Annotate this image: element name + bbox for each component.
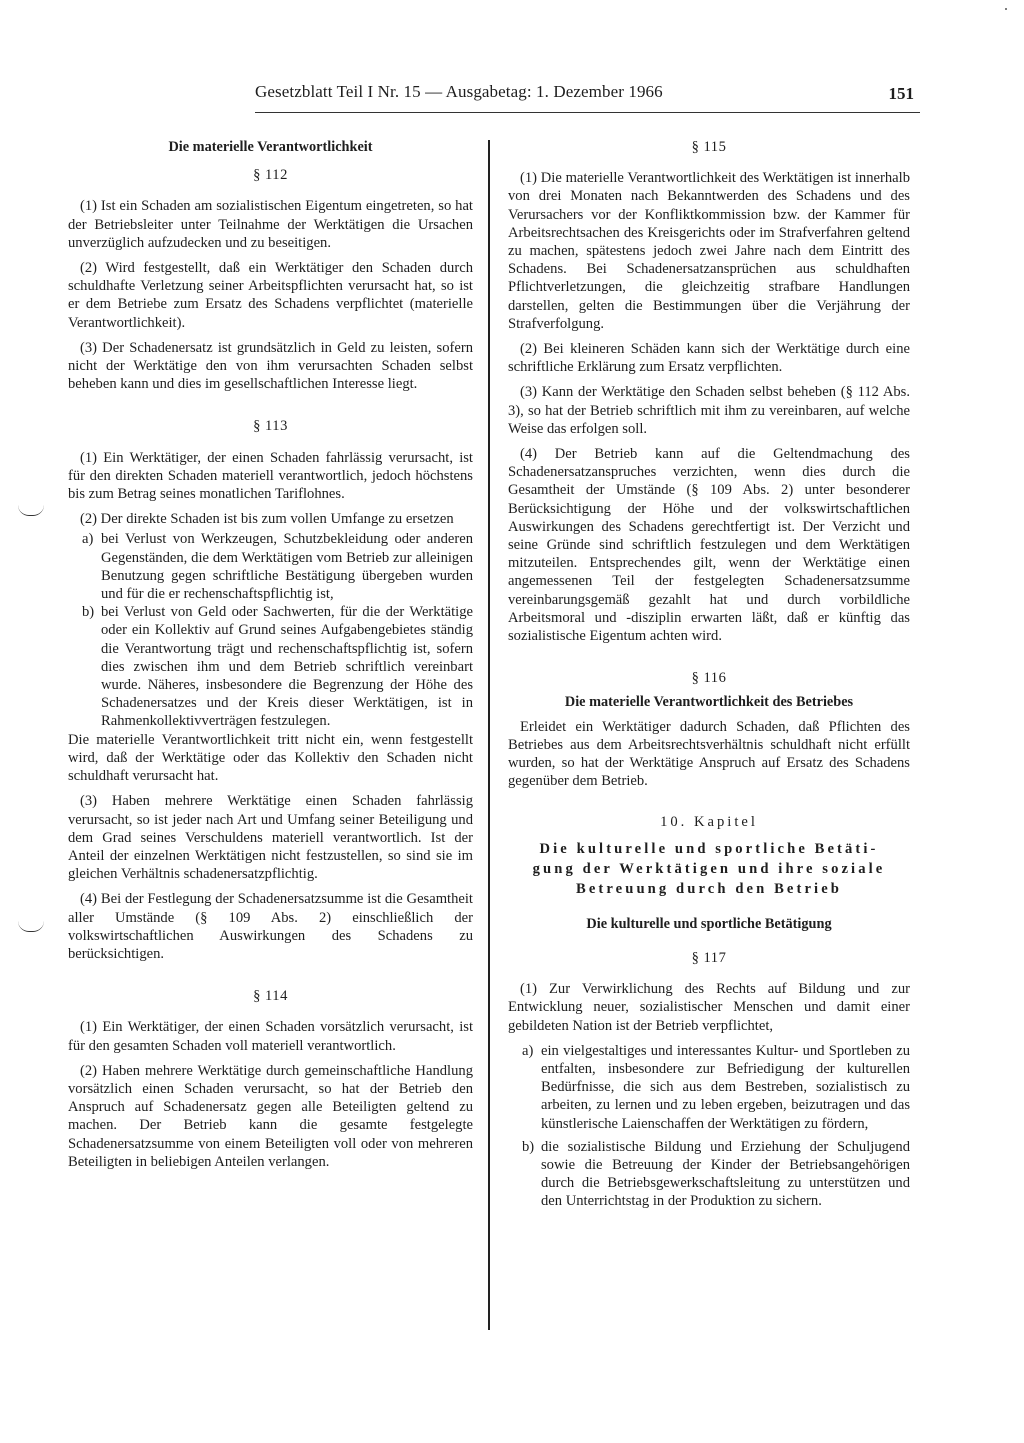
- s113-list-item-b: [68, 603, 473, 730]
- section-114-number: § 114: [253, 988, 288, 1005]
- section-112-number: § 112: [253, 167, 288, 184]
- list-text: bei Verlust von Werkzeugen, Schutzbekleidung oder anderen Gegenständen, die dem Werktätigen vom Betrieb zur alleinigen Benutzung gegen schriftliche Bestätigung übergeben wurden und für die er rechenschaftspflichtig ist,: [101, 531, 473, 603]
- column-divider: [488, 140, 490, 1330]
- chapter-title-line-3: Betreuung durch den Betrieb: [575, 880, 842, 897]
- s112-paragraph-3: (3) Der Schadenersatz ist grundsätzlich in Geld zu leisten, sofern nicht der Werktätige den von ihm verursachten Schaden selbst beheben kann und dies im gesellschaftlichen Interesse liegt.: [68, 339, 473, 393]
- chapter-title-line-1: Die kulturelle und sportliche Betäti-: [539, 840, 879, 857]
- list-text: bei Verlust von Geld oder Sachwerten, für die der Werktätige oder ein Kollektiv auf Grund seines Aufgabengebietes ständig die Verantwortung trägt und rechenschaftspflichtig ist, sofern dies zwischen ihm und dem Betrieb schriftlich vereinbart wurde. Näheres, insbesondere die Begrenzung der Höhe des Schadenersatzes und der Kreis dieser Werktätigen, ist in Rahmenkollektivverträgen festzulegen.: [101, 604, 473, 730]
- s115-paragraph-2: (2) Bei kleineren Schäden kann sich der Werktätige durch eine schriftliche Erklärung zum Ersatz verpflichten.: [508, 341, 910, 376]
- list-label: a): [82, 531, 94, 548]
- scan-speck: [1005, 8, 1007, 10]
- section-116-number: § 116: [691, 670, 727, 687]
- s113-paragraph-3: (3) Haben mehrere Werktätige einen Schaden fahrlässig verursacht, so ist jeder nach Art und Umfang seiner Beteiligung und dem Grad seines Verschuldens materiell verantwortlich. Ist der Anteil der einzelnen Werktätigen nicht festzustellen, so sind sie im gleichen Verhältnis schadenersatzpflichtig.: [68, 793, 473, 883]
- s117-paragraph-1: (1) Zur Verwirklichung des Rechts auf Bildung und zur Entwicklung neuer, sozialistischer Menschen und damit einer gebildeten Nation ist der Betrieb verpflichtet,: [508, 981, 910, 1034]
- page-number: 151: [888, 84, 914, 103]
- s113-paragraph-2: (2) Der direkte Schaden ist bis zum vollen Umfange zu ersetzen: [80, 511, 454, 528]
- section-117-number: § 117: [691, 949, 727, 966]
- left-column: [68, 128, 473, 1171]
- s113-list-item-a: [68, 530, 473, 603]
- chapter-label: 10. Kapitel: [660, 813, 758, 830]
- section-115-number: § 115: [691, 139, 727, 155]
- s114-paragraph-1: (1) Ein Werktätiger, der einen Schaden vorsätzlich verursacht, ist für den gesamten Schaden voll materiell verantwortlich.: [68, 1019, 473, 1054]
- chapter-subheading: Die kulturelle und sportliche Betätigung: [586, 915, 832, 932]
- margin-mark: [18, 505, 44, 516]
- s112-paragraph-1: (1) Ist ein Schaden am sozialistischen Eigentum eingetreten, so hat der Betriebsleiter unter Teilnahme der Werktätigen die Ursachen unverzüglich aufzudecken und zu beseitigen.: [68, 198, 473, 251]
- section-116-title: Die materielle Verantwortlichkeit des Betriebes: [564, 694, 854, 711]
- list-text: die sozialistische Bildung und Erziehung der Schuljugend sowie die Betreuung der Kinder der Betriebsangehörigen durch die Betriebsgewerkschaftsleitung zu unterstützen und den Unterrichtstag in der Produktion zu sichern.: [541, 1138, 910, 1210]
- section-113-number: § 113: [253, 418, 288, 435]
- gazette-title: Gesetzblatt Teil I Nr. 15 — Ausgabetag: 1. Dezember 1966: [255, 82, 663, 101]
- s113-paragraph-4: (4) Bei der Festlegung der Schadenersatzsumme ist die Gesamtheit aller Umstände (§ 109 Abs. 2) einschließlich der volkswirtschaftlichen Auswirkungen des Schadens zu berücksichtigen.: [68, 891, 473, 962]
- s115-paragraph-1: (1) Die materielle Verantwortlichkeit des Werktätigen ist innerhalb von drei Monaten nach Bekanntwerden des Schadens und des Verursachers vor der Konfliktkommission bzw. der Kammer für Arbeitsrechtsachen des Kreisgerichts oder im Strafverfahren geltend zu machen, spätestens jedoch zwei Jahre nach dem Eintritt des Schadens. Bei Schadenersatzansprüchen aus schuldhaften Pflichtverletzungen, die gleichzeitig strafbare Handlungen darstellen, gelten die Bestimmungen über die Verjährung der Strafverfolgung.: [508, 170, 910, 332]
- list-text: ein vielgestaltiges und interessantes Kultur- und Sportleben zu entfalten, insbesondere zur Befriedigung der kulturellen Bedürfnisse, die sich aus dem Bestreben, sozialistisch zu arbeiten, zu lernen und zu leben ergeben, beizutragen und das künstlerische Laienschaffen der Werktätigen zu fördern,: [541, 1042, 910, 1132]
- chapter-title: [508, 839, 910, 899]
- s112-paragraph-2: (2) Wird festgestellt, daß ein Werktätiger den Schaden durch schuldhafte Verletzung seiner Arbeitspflichten verursacht hat, so ist er dem Betriebe zum Ersatz des Schadens verpflichtet (materielle Verantwortlichkeit).: [68, 260, 473, 331]
- list-label: b): [522, 1138, 535, 1155]
- s117-list-item-a: [508, 1042, 910, 1133]
- chapter-title-line-2: gung der Werktätigen und ihre soziale: [532, 860, 886, 877]
- s113-list: [68, 530, 473, 730]
- list-label: b): [82, 604, 95, 621]
- s113-paragraph-1: (1) Ein Werktätiger, der einen Schaden fahrlässig verursacht, ist für den direkten Schaden materiell verantwortlich, jedoch höchstens bis zum Betrag seines monatlichen Tariflohnes.: [68, 449, 473, 503]
- heading-materielle-verantwortlichkeit: Die materielle Verantwortlichkeit: [168, 139, 373, 155]
- margin-mark: [18, 921, 44, 932]
- s116-paragraph-1: Erleidet ein Werktätiger dadurch Schaden, daß Pflichten des Betriebes aus dem Arbeitsrechtsverhältnis schuldhaft nicht erfüllt wurden, so hat der Werktätige Anspruch auf Ersatz des Schadens gegenüber dem Betrieb.: [508, 718, 910, 790]
- s117-list: [508, 1042, 910, 1211]
- right-column: [508, 128, 910, 1211]
- s115-paragraph-4: (4) Der Betrieb kann auf die Geltendmachung des Schadenersatzanspruches verzichten, wenn dies durch die Gesamtheit der Umstände (§ 109 Abs. 2) unter besonderer Berücksichtigung der Höhe und der volkswirtschaftlichen Auswirkungen des Schadens gerechtfertigt ist. Der Verzicht und seine Gründe sind schriftlich festzulegen und dem Werktätigen mitzuteilen. Entsprechendes gilt, wenn der Werktätige einen angemessenen Teil der festgelegten Schadenersatzsumme vereinbarungsgemäß gezahlt hat und durch vorbildliche Arbeitsmoral und -disziplin erwarten läßt, daß er künftig das sozialistische Eigentum achten wird.: [508, 446, 910, 645]
- s115-paragraph-3: (3) Kann der Werktätige den Schaden selbst beheben (§ 112 Abs. 3), so hat der Betrieb schriftlich mit ihm zu vereinbaren, auf welche Weise das erfolgen soll.: [508, 384, 910, 437]
- s117-list-item-b: [508, 1138, 910, 1211]
- page-header: [255, 82, 920, 113]
- list-label: a): [522, 1042, 534, 1059]
- s114-paragraph-2: (2) Haben mehrere Werktätige durch gemeinschaftliche Handlung vorsätzlich einen Schaden verursacht, so hat der Betrieb den Anspruch auf Schadenersatz gegen alle Beteiligten geltend zu machen. Der Betrieb kann die gesamte festgelegte Schadenersatzsumme von einem Beteiligten voll oder von mehreren Beteiligten in beliebigen Anteilen verlangen.: [68, 1062, 473, 1170]
- s113-paragraph-2-continued: Die materielle Verantwortlichkeit tritt nicht ein, wenn festgestellt wird, daß der Werktätige oder das Kollektiv den Schaden nicht schuldhaft verursacht hat.: [68, 731, 473, 785]
